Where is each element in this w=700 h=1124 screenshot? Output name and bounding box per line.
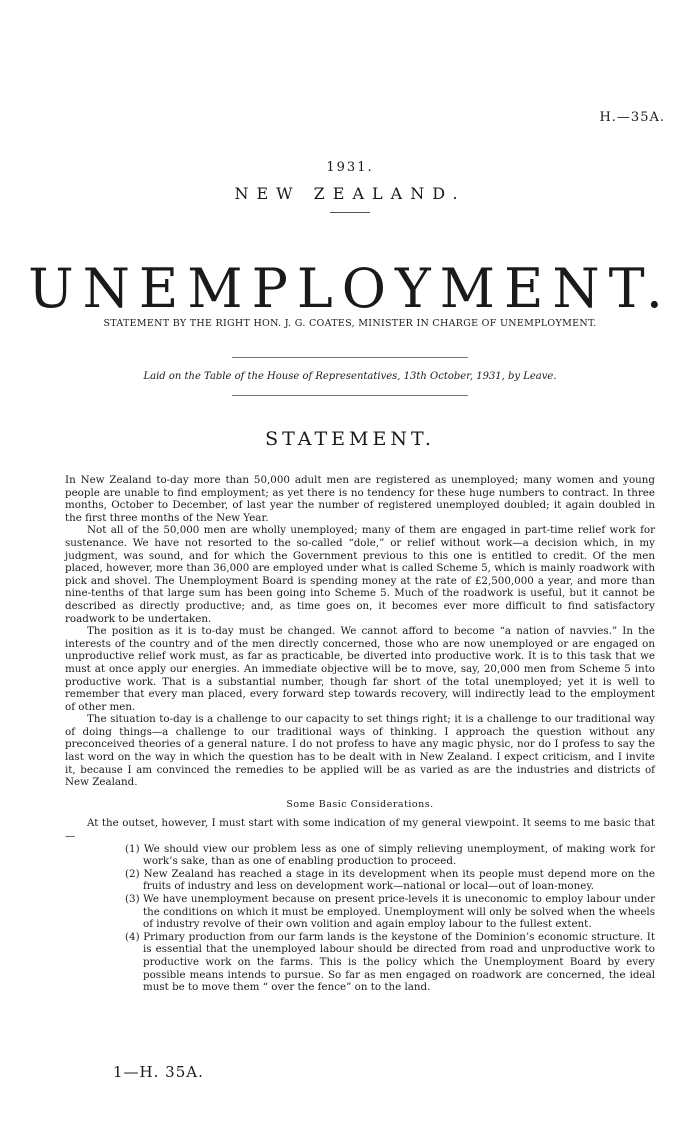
- statement-body: [65, 474, 655, 994]
- list-item: (4) Primary production from our farm lands is the keystone of the Dominion’s economic structure. It is essential that the unemployed labour should be directed from road and unproductive work to productive work on the farms. This is the policy which the Unemployment Board by every possible means intends to pursue. So far as men engaged on roadwork are concerned, the ideal must be to move them “ over the fence” on to the land.: [125, 930, 655, 994]
- divider: [232, 395, 468, 396]
- section-heading: Some Basic Considerations.: [286, 798, 434, 810]
- document-subtitle: STATEMENT BY THE RIGHT HON. J. G. COATES, MINISTER IN CHARGE OF UNEMPLOYMENT.: [103, 318, 597, 329]
- list-item: (3) We have unemployment because on present price-levels it is uneconomic to employ labour under the conditions on which it must be employed. Unemployment will only be solved when the wheels of industry revolve of their own volition and again employ labour to the fullest extent.: [125, 893, 655, 931]
- paragraph: In New Zealand to-day more than 50,000 adult men are registered as unemployed; many women and young people are unable to find employment; as yet there is no tendency for these huge numbers to contract. In three months, October to December, of last year the number of registered unemployed doubled; it again doubled in the first three months of the New Year.: [65, 474, 655, 524]
- paragraph: The situation to-day is a challenge to our capacity to set things right; it is a challenge to our traditional way of doing things—a challenge to our traditional ways of thinking. I approach the question without any preconceived theories of a general nature. I do not profess to have any magic physic, nor do I profess to say the last word on the way in which the question has to be dealt with in New Zealand. I expect criticism, and I invite it, because I am convinced the remedies to be applied will be as varied as are the industries and districts of New Zealand.: [65, 713, 655, 789]
- document-title: UNEMPLOYMENT.: [28, 257, 672, 320]
- divider: [232, 357, 468, 358]
- document-reference: H.—35A.: [599, 110, 665, 125]
- laid-on-table-note: Laid on the Table of the House of Representatives, 13th October, 1931, by Leave.: [143, 371, 557, 382]
- list-item: (1) We should view our problem less as one of simply relieving unemployment, of making work for work’s sake, than as one of enabling production to proceed.: [125, 842, 655, 868]
- paragraph: The position as it is to-day must be changed. We cannot afford to become “a nation of navvies.” In the interests of the country and of the men directly concerned, those who are now unemployed or are engaged on unproductive relief work must, as far as practicable, be diverted into productive work. It is to this task that we must at once apply our energies. An immediate objective will be to move, say, 20,000 men from Scheme 5 into productive work. That is a substantial number, though far short of the total unemployed; yet it is well to remember that every man placed, every forward step towards recovery, will indirectly lead to the employment of other men.: [65, 625, 655, 713]
- list-item: (2) New Zealand has reached a stage in its development when its people must depend more on the fruits of industry and less on development work—national or local—out of loan-money.: [125, 867, 655, 893]
- paragraph: Not all of the 50,000 men are wholly unemployed; many of them are engaged in part-time relief work for sustenance. We have not resorted to the so-called “dole,” or relief without work—a decision which, in my judgment, was sound, and for which the Government previous to this one is entitled to credit. Of the men placed, however, more than 36,000 are employed under what is called Scheme 5, which is mainly roadwork with pick and shovel. The Unemployment Board is spending money at the rate of £2,500,000 a year, and more than nine-tenths of that large sum has been going into Scheme 5. Much of the roadwork is useful, but it cannot be described as directly productive; and, as time goes on, it becomes ever more difficult to find satisfactory roadwork to be undertaken.: [65, 524, 655, 625]
- year: 1931.: [326, 160, 374, 175]
- page-reference: 1—H. 35A.: [113, 1063, 204, 1081]
- statement-heading: STATEMENT.: [265, 428, 435, 450]
- paragraph: At the outset, however, I must start with some indication of my general viewpoint. It seems to me basic that—: [65, 817, 655, 843]
- divider: [330, 212, 370, 213]
- country-name: NEW ZEALAND.: [234, 184, 466, 203]
